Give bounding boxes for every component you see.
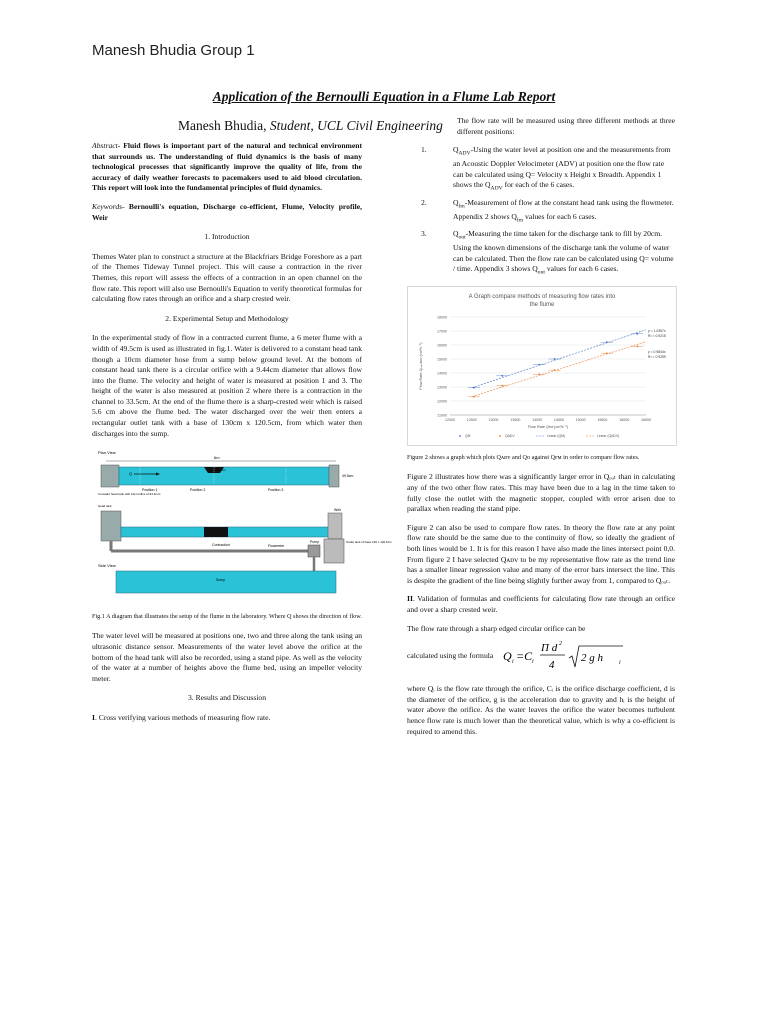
formula-radicand-sub: i (619, 660, 621, 667)
figure-2-caption: Figure 2 shows a graph which plots Qᴀᴅᴠ and Qᴏ against Qғᴍ in order to compare flow rates. (407, 454, 640, 462)
formula-numerator: Π d (541, 642, 558, 655)
legend-label: QADV (505, 434, 515, 439)
x-tick-label: 16500 (641, 418, 651, 423)
contraction-width-label: 33.5cm (216, 468, 226, 473)
method-item-3: 3. $Q_{out}$-Measuring the time taken for the discharge tank to fill by 20cm. Using the known dimensions of the discharge tank the volume of water can be calculated. Then the flow rate can be calculated using Q= volume / time. Appendix 3 shows $Q_{out}$ values for each 6 cases. (421, 228, 674, 276)
position-1-label: Position 1 (142, 488, 158, 493)
error-paragraph: Figure 2 illustrates how there was a significantly larger error in Qₒᵤₜ than in calculating any of the two other flow rates. This may have been due to a lag in the time taken to fully close the outlet with the magnetic stopper, coupled with error arisen due to parallax when reading the stand pipe. (407, 472, 675, 514)
flume-diagram (96, 447, 392, 607)
contraction-block (204, 527, 228, 537)
formula-denominator: 4 (549, 659, 555, 672)
data-point-QM (501, 375, 503, 377)
flow-rate-comparison-chart (407, 286, 677, 446)
setup-paragraph: In the experimental study of flow in a contracted current flume, a 6 meter flume with a width of 49.5cm is used as illustrated in fig.1. Water is delivered to a constant head tank though a 10cm diameter hose from a sump below ground level. At the bottom of constant head tank there is a circular orifice with a 9.44cm diameter that allows flow into the flume. The velocity and height of water is measured at position 1 and 3. The height of the water is also measured at position 2 where there is a contraction in the channel to 33.5cm. At the end of the flume there is a sharp-crested weir which is raised 5.6 cm above the flume bed. The water discharged over the weir then enters a rectangular outlet tank with a base of 130cm x 120.5cm, from which water then discharges into the sump. (92, 333, 362, 438)
formula-coeff-sub: i (532, 659, 534, 666)
trendline-1 (472, 342, 646, 397)
trendline-equation-1: y = 0.9844x (648, 350, 666, 355)
x-tick-label: 15000 (575, 418, 586, 423)
orifice-formula-row (407, 636, 675, 676)
data-point-QADV (538, 374, 540, 376)
head-tank-plan (101, 465, 119, 487)
formula-lhs-sub: i (512, 659, 514, 666)
y-tick-label: 17000 (437, 329, 447, 334)
outlet-tank-label: Outlet tank of base 130 x 120.5cm (346, 540, 392, 545)
y-tick-label: 12000 (437, 399, 447, 404)
measurement-paragraph: The water level will be measured at positions one, two and three along the tank using an ultrasonic distance sensor. Measurements of the water level above the orifice at the bottom of the head tank will also be recorded, using a stand pipe. As well as the velocity of the water at a number of heights above the flume bed, using an impeller velocity meter. (92, 631, 362, 683)
orifice-intro: The flow rate through a sharp edged circular orifice can be (407, 623, 586, 633)
formula-lhs: Q (503, 649, 512, 664)
comparison-paragraph: Figure 2 can also be used to compare flow rates. In theory the flow rate at any point flow rate should be the same due to the continuity of flow, so ideally the gradient of both lines would be 1. It is for this reason I have also made the lines intersect point 0,0. From figure 2 I have selected Qᴀᴅᴠ to be my representative flow rate as the trend line has a smaller linear regression value and many of the error bars intersect the line. This is despite the gradient of the line being slightly further away from 1, compared to Qₒᵤₜ. (407, 522, 675, 585)
data-point-QADV (636, 346, 638, 348)
data-point-QM (473, 387, 475, 389)
head-tank-label: Constant head tank with inlet orifice of 94.4mm (98, 492, 161, 497)
x-tick-label: 15500 (597, 418, 608, 423)
y-axis-label: Flow Rate Qₒᵤₜ/ᴀᴅᴠ (cm³s⁻¹) (419, 342, 423, 390)
y-tick-label: 14000 (437, 371, 447, 376)
left-column (92, 141, 392, 732)
y-tick-label: 16000 (437, 343, 447, 348)
right-column (407, 116, 675, 745)
legend-label: Linear (QADV) (597, 434, 620, 439)
x-tick-label: 13000 (488, 418, 499, 423)
side-view-label: Side View (98, 563, 116, 569)
subsection-heading-i: I. Cross verifying various methods of measuring flow rate. (92, 713, 271, 723)
y-tick-label: 15000 (437, 357, 447, 362)
data-point-QADV (501, 385, 503, 387)
position-2-label: Position 2 (190, 488, 206, 493)
data-point-QM (538, 364, 540, 366)
data-point-QM (636, 333, 638, 335)
head-tank-side (101, 511, 121, 541)
flowmeter-label: Flowmeter (268, 544, 285, 549)
introduction-paragraph: Themes Water plan to construct a structure at the Blackfriars Bridge Foreshore as a part of the Themes Tideway Tunnel project. This will cause a contraction in the river Themes, this report will assess the effects of a contraction in an open channel on the flow rate. This report will also use Bernoulli's Equation to verify theoretical formulas for calculating flow rates through an orifice and a sharp crested weir. (92, 251, 362, 304)
trendline-r2-1: R² = 0.9259 (648, 355, 666, 360)
flume-length-label: 6m (214, 455, 220, 461)
paper-title: Application of the Bernoulli Equation in a Flume Lab Report (212, 89, 556, 104)
x-tick-label: 12500 (466, 418, 477, 423)
section-heading-setup: 2. Experimental Setup and Methodology (165, 313, 289, 323)
pump (308, 545, 320, 557)
author-line: Manesh Bhudia, Student, UCL Civil Engineering (178, 118, 443, 133)
legend-marker (499, 435, 501, 437)
flume-width-label: 49.5cm (342, 474, 354, 479)
chart-title-line-1: A Graph compare methods of measuring flow rates into (468, 294, 616, 301)
weir-plan (329, 465, 339, 487)
figure-1-caption: Fig.1 A diagram that illustrates the setup of the flume in the laboratory. Where Q shows the direction of flow. (92, 613, 362, 621)
subsection-heading-ii: II. Validation of formulas and coefficients for calculating flow rate through an orifice and over a sharp crested weir. (407, 594, 675, 614)
trendline-equation-0: y = 1.0357x (648, 329, 666, 334)
y-tick-label: 18000 (437, 315, 447, 320)
sump (116, 571, 336, 593)
data-point-QADV (473, 396, 475, 398)
orifice-explanation: where Qᵢ is the flow rate through the orifice, Cᵢ is the orifice discharge coefficient, d is the diameter of the orifice, g is the acceleration due to gravity and hᵢ is the height of water above the orifice. As the water leaves the orifice the water becomes turbulent hence flow rate is much lower than the theoretical value, which is why a co-efficient is required to amend this. (407, 684, 675, 736)
x-tick-label: 14000 (532, 418, 543, 423)
legend-marker (459, 435, 461, 437)
section-heading-results: 3. Results and Discussion (187, 693, 267, 703)
legend-label: QM (465, 434, 471, 439)
data-point-QADV (554, 370, 556, 372)
outlet-tank (324, 539, 344, 563)
methods-list (407, 145, 675, 278)
formula-numerator-sup: 2 (559, 641, 563, 648)
weir-label: Weir (334, 508, 342, 513)
formula-lead-text: calculated using the formula (407, 650, 494, 660)
y-tick-label: 13000 (437, 385, 447, 390)
method-item-1: 1. $Q_{ADV}$-Using the water level at position one and the measurements from an Acoustic Doppler Velocimeter (ADV) at position one the flow rate can be calculated using Q= Velocity x Height x Breadth. Appendix 1 shows the $Q_{ADV}$ for each of the 6 cases. (421, 145, 671, 192)
y-tick-label: 11000 (437, 413, 447, 418)
pump-label: Pump (310, 540, 320, 545)
position-3-label: Position 3 (268, 488, 284, 493)
keywords: Keywords- Bernoulli's equation, Discharge co-efficient, Flume, Velocity profile, Weir (92, 201, 362, 222)
legend-label: Linear (QM) (547, 434, 566, 439)
abstract: Abstract- Fluid flows is important part of the natural and technical environment that surrounds us. The understanding of fluid dynamics is the basis of many technological processes that significantly improve the quality of life, from the accuracy of daily weather forecasts to pacemakers used to aid blood circulation. This report will look into the fundamental principles of fluid dynamics. (92, 141, 362, 193)
data-point-QADV (606, 353, 608, 355)
plan-view-label: Plan View (98, 450, 116, 456)
orifice-formula (501, 636, 631, 676)
methods-intro: The flow rate will be measured using three different methods at three different positions: (457, 116, 675, 136)
formula-coeff: =C (516, 649, 533, 664)
head-tank-short-label: Head tank (98, 504, 112, 509)
x-tick-label: 13500 (510, 418, 521, 423)
sump-label: Sump (216, 578, 226, 583)
x-tick-label: 14500 (553, 418, 564, 423)
data-point-QM (554, 358, 556, 360)
contraction-label: Contraction (212, 543, 230, 548)
x-tick-label: 16000 (619, 418, 630, 423)
method-item-2: 2. $Q_{fm}$-Measurement of flow at the constant head tank using the flowmeter. Appendix 2 shows $Q_{fm}$ values for each 6 cases. (421, 197, 674, 224)
trendline-r2-0: R² = 0.9215 (648, 334, 666, 339)
data-point-QM (606, 342, 608, 344)
weir-side (328, 513, 342, 539)
running-header: Manesh Bhudia Group 1 (92, 42, 255, 59)
section-heading-introduction: 1. Introduction (204, 232, 250, 242)
formula-radicand: 2 g h (581, 652, 604, 665)
chart-title-line-2: the flume (529, 302, 555, 309)
x-axis-label: Flow Rate Qғᴍ (cm³s⁻¹) (527, 425, 569, 430)
flow-q-label: Q (129, 471, 133, 477)
x-tick-label: 12000 (445, 418, 455, 423)
